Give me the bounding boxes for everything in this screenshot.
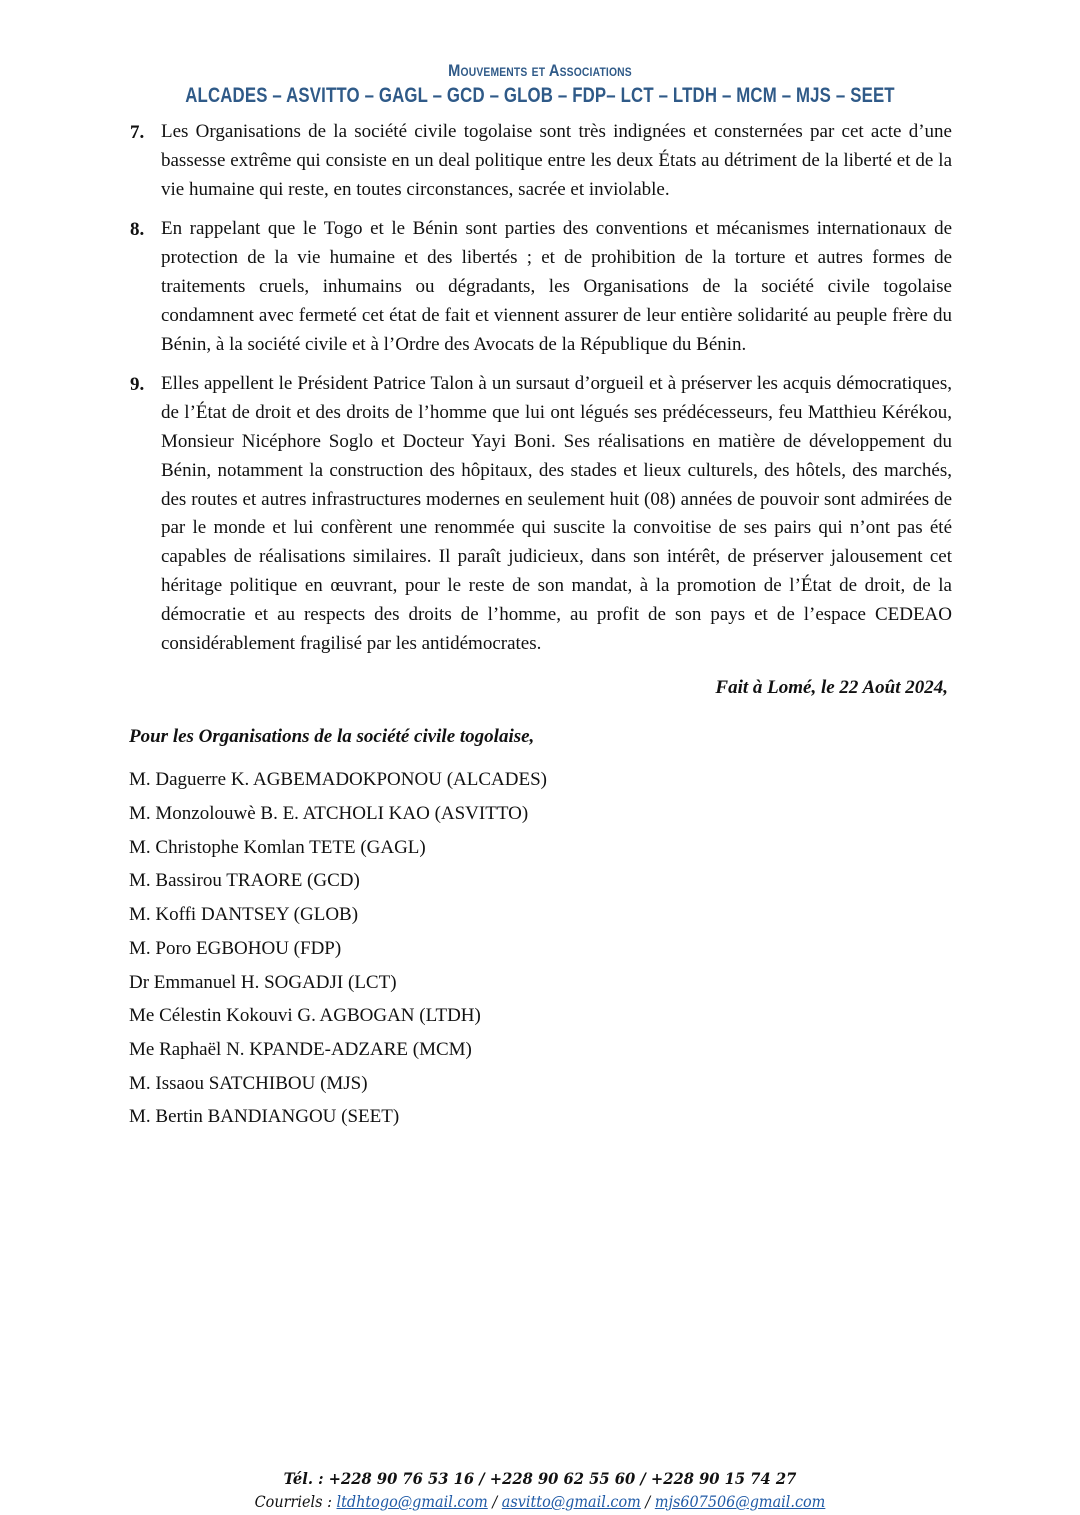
paragraph-number: 8. (130, 219, 145, 241)
signatory: M. Christophe Komlan TETE (GAGL) (129, 836, 426, 858)
letterhead-title: Mouvements et Associations (448, 61, 632, 80)
signatory: Dr Emmanuel H. SOGADJI (LCT) (129, 971, 397, 993)
signatory: M. Issaou SATCHIBOU (MJS) (129, 1072, 368, 1094)
numbered-paragraph-9 (130, 370, 952, 658)
document-body (130, 118, 952, 1134)
signatory: M. Monzolouwè B. E. ATCHOLI KAO (ASVITTO) (129, 803, 529, 825)
signatory: M. Bassirou TRAORE (GCD) (129, 870, 360, 892)
email-separator: / (492, 1492, 498, 1511)
phone-numbers: Tél. : +228 90 76 53 16 / +228 90 62 55 60 / +228 90 15 74 27 (283, 1469, 797, 1488)
page-footer (0, 1467, 1080, 1513)
email-link-ltdh[interactable]: ltdhtogo@gmail.com (336, 1492, 488, 1511)
signatory: M. Koffi DANTSEY (GLOB) (129, 904, 359, 926)
signatory: M. Bertin BANDIANGOU (SEET) (129, 1106, 400, 1128)
numbered-paragraph-7 (130, 118, 952, 204)
signatory: Me Raphaël N. KPANDE-ADZARE (MCM) (129, 1038, 472, 1060)
letterhead (0, 60, 1080, 110)
email-contacts (54, 1491, 1026, 1513)
signatory: M. Daguerre K. AGBEMADOKPONOU (ALCADES) (129, 769, 547, 791)
numbered-paragraph-8 (130, 215, 952, 359)
paragraph-number: 7. (130, 122, 145, 143)
on-behalf-line: Pour les Organisations de la société civile togolaise, (129, 726, 535, 748)
email-separator: / (645, 1492, 651, 1511)
paragraph-number: 9. (130, 374, 145, 396)
signatory: M. Poro EGBOHOU (FDP) (129, 937, 342, 959)
paragraph-text: Les Organisations de la société civile togolaise sont très indignées et consternées par cet acte d’une bassesse extrême qui consiste en un deal politique entre les deux États au détriment de la liberté et de la vie humaine qui reste, en toutes circonstances, sacrée et inviolable. (161, 121, 952, 200)
signatory-list (129, 763, 952, 1134)
paragraph-text: Elles appellent le Président Patrice Talon à un sursaut d’orgueil et à préserver les acquis démocratiques, de l’État de droit et des droits de l’homme que lui ont légués ses prédécesseurs, feu Matthieu Kérékou, Monsieur Nicéphore Soglo et Docteur Yayi Boni. Ses réalisations en matière de développement du Bénin, notamment la construction des hôpitaux, des stades et lieux culturels, des hôtels, des marchés, des routes et autres infrastructures modernes en seulement huit (08) années de pouvoir sont admirées de par le monde et lui confèrent une renommée qui suscite la convoitise de ses pairs qui n’ont pas été capables de réalisations similaires. Il paraît judicieux, dans son intérêt, de préserver jalousement cet héritage politique en œuvrant, pour le reste de son mandat, à la promotion de l’État de droit, de la démocratie et au respects des droits de l’homme, au profit de son pays et de l’espace CEDEAO considérablement fragilisé par les antidémocrates. (161, 373, 952, 654)
letterhead-org-list: ALCADES – ASVITTO – GAGL – GCD – GLOB – FDP– LCT – LTDH – MCM – MJS – SEET (185, 84, 895, 107)
email-link-mjs[interactable]: mjs607506@gmail.com (654, 1492, 826, 1511)
place-date-signoff: Fait à Lomé, le 22 Août 2024, (715, 677, 948, 699)
signatory: Me Célestin Kokouvi G. AGBOGAN (LTDH) (129, 1005, 481, 1027)
email-link-asvitto[interactable]: asvitto@gmail.com (501, 1492, 641, 1511)
email-label: Courriels : (254, 1492, 332, 1511)
paragraph-text: En rappelant que le Togo et le Bénin sont parties des conventions et mécanismes internationaux de protection de la vie humaine et des libertés ; et de prohibition de la torture et autres formes de traitements cruels, inhumains ou dégradants, les Organisations de la société civile togolaise condamnent avec fermeté cet état de fait et viennent assurer de leur entière solidarité au peuple frère du Bénin, à la société civile et à l’Ordre des Avocats de la République du Bénin. (161, 218, 952, 355)
